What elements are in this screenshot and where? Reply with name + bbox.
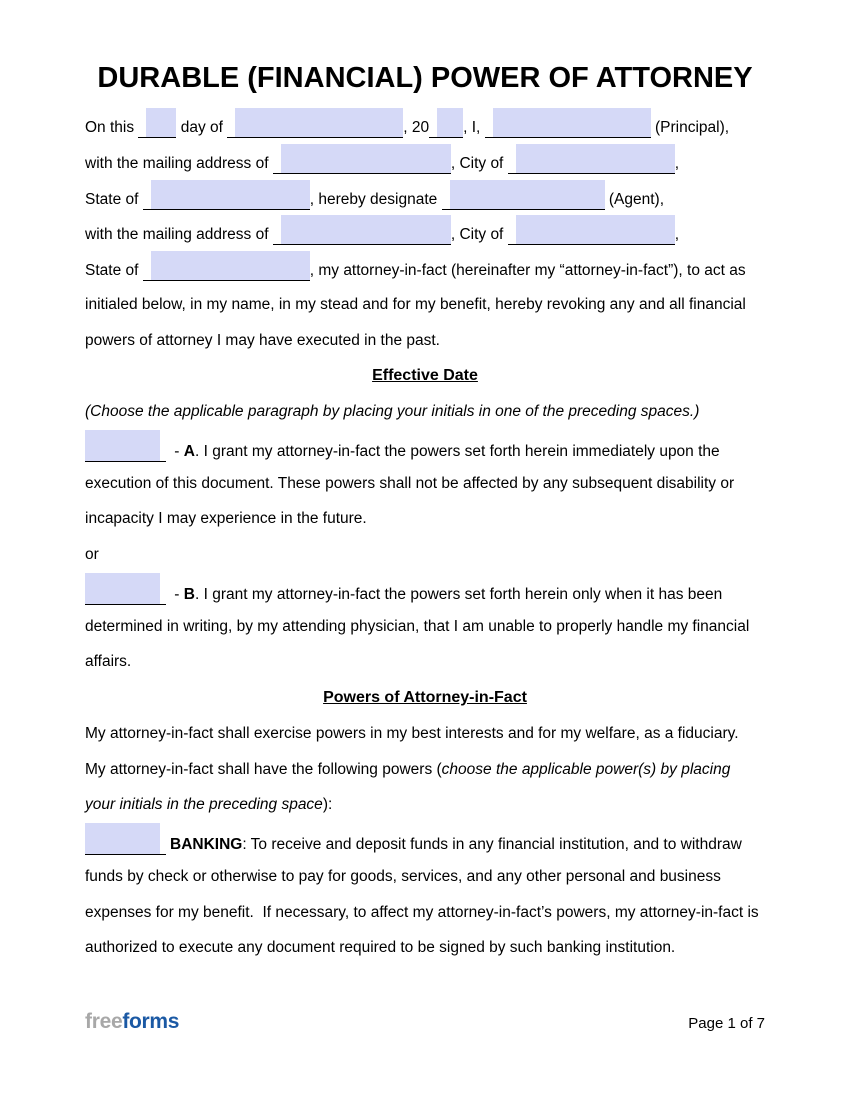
agent-name-field[interactable] bbox=[442, 180, 605, 210]
initials-a-field[interactable] bbox=[85, 430, 166, 462]
intro-line-2-text-2: , City of bbox=[450, 154, 508, 172]
powers-intro-line-3-regular: ): bbox=[322, 796, 333, 814]
logo-free-text: free bbox=[85, 1010, 123, 1033]
initials-banking-field[interactable] bbox=[85, 823, 166, 855]
option-b-paragraph bbox=[85, 573, 765, 680]
option-b-text-1: . I grant my attorney-in-fact the powers set forth herein only when it has been bbox=[194, 585, 723, 603]
intro-line-4 bbox=[85, 215, 765, 251]
effective-date-heading: Effective Date bbox=[372, 367, 478, 385]
intro-line-6: initialed below, in my name, in my stead and for my benefit, hereby revoking any and all financial bbox=[85, 295, 746, 313]
banking-line-4: authorized to execute any document required to be signed by such banking institution. bbox=[85, 939, 676, 957]
option-a-dash: - bbox=[170, 442, 184, 460]
banking-line-3: expenses for my benefit. If necessary, to affect my attorney-in-fact’s powers, my attorney-in-fact is bbox=[85, 903, 759, 921]
intro-line-4-text-3: , bbox=[674, 226, 679, 244]
option-b-label: B bbox=[183, 585, 195, 603]
option-a-text-1: . I grant my attorney-in-fact the powers set forth herein immediately upon the bbox=[194, 442, 720, 460]
intro-line-5-text-2: , my attorney-in-fact (hereinafter my “attorney-in-fact”), to act as bbox=[309, 262, 746, 279]
agent-city-field[interactable] bbox=[508, 215, 675, 245]
powers-intro-line-2-italic: choose the applicable power(s) by placing bbox=[441, 760, 731, 778]
option-b-dash: - bbox=[170, 585, 184, 603]
powers-intro-line-1: My attorney-in-fact shall exercise powers in my best interests and for my welfare, as a fiduciary. bbox=[85, 724, 739, 742]
intro-line-1-text-1: On this bbox=[85, 119, 139, 136]
intro-line-3-text-2: , hereby designate bbox=[309, 190, 442, 208]
intro-line-1 bbox=[85, 108, 765, 144]
banking-line-1 bbox=[85, 823, 765, 859]
option-a-label: A bbox=[183, 442, 195, 460]
option-a-line-1 bbox=[85, 430, 765, 466]
principal-state-field[interactable] bbox=[143, 180, 310, 210]
option-a-line-3: incapacity I may experience in the future. bbox=[85, 510, 367, 528]
intro-line-7: powers of attorney I may have executed in the past. bbox=[85, 331, 440, 349]
year-field[interactable] bbox=[429, 108, 463, 138]
powers-intro-line-3 bbox=[85, 787, 765, 823]
powers-intro-line-2-regular: My attorney-in-fact shall have the following powers ( bbox=[85, 760, 442, 778]
option-b-line-1 bbox=[85, 573, 765, 609]
intro-line-1-text-2: day of bbox=[176, 119, 228, 136]
page-footer bbox=[85, 1010, 765, 1034]
principal-address-field[interactable] bbox=[273, 144, 451, 174]
document-title: DURABLE (FINANCIAL) POWER OF ATTORNEY bbox=[97, 62, 753, 94]
intro-line-2-text-3: , bbox=[674, 154, 679, 172]
option-b-line-3: affairs. bbox=[85, 653, 132, 671]
intro-line-4-text-2: , City of bbox=[450, 226, 508, 244]
intro-line-2-text-1: with the mailing address of bbox=[85, 154, 273, 172]
banking-line-2: funds by check or otherwise to pay for goods, services, and any other personal and business bbox=[85, 867, 721, 885]
intro-paragraph bbox=[85, 108, 765, 358]
principal-name-field[interactable] bbox=[485, 108, 651, 138]
or-separator: or bbox=[85, 546, 99, 563]
banking-label: BANKING bbox=[170, 836, 243, 853]
intro-line-3 bbox=[85, 180, 765, 216]
freeforms-logo bbox=[85, 1010, 179, 1034]
initials-b-field[interactable] bbox=[85, 573, 166, 605]
intro-line-1-text-5: (Principal), bbox=[650, 119, 730, 136]
powers-intro-line-2 bbox=[85, 752, 765, 788]
intro-line-1-text-4: , I, bbox=[463, 119, 485, 136]
intro-line-3-text-3: (Agent), bbox=[604, 190, 665, 208]
powers-heading: Powers of Attorney-in-Fact bbox=[323, 689, 527, 706]
intro-line-1-text-3: , 20 bbox=[403, 119, 430, 136]
intro-line-5-text-1: State of bbox=[85, 262, 143, 279]
banking-paragraph bbox=[85, 823, 765, 966]
intro-line-4-text-1: with the mailing address of bbox=[85, 226, 273, 244]
page-number-label: Page 1 of 7 bbox=[688, 1015, 765, 1032]
day-field[interactable] bbox=[138, 108, 176, 138]
intro-line-5 bbox=[85, 251, 765, 287]
banking-text-1: : To receive and deposit funds in any financial institution, and to withdraw bbox=[242, 836, 742, 853]
month-field[interactable] bbox=[227, 108, 403, 138]
effective-date-note: (Choose the applicable paragraph by placing your initials in one of the preceding spaces.) bbox=[85, 403, 700, 420]
option-a-paragraph bbox=[85, 430, 765, 537]
powers-intro-line-3-italic: your initials in the preceding space bbox=[85, 796, 323, 814]
option-a-line-2: execution of this document. These powers shall not be affected by any subsequent disability or bbox=[85, 474, 735, 492]
principal-city-field[interactable] bbox=[508, 144, 675, 174]
agent-state-field[interactable] bbox=[143, 251, 310, 281]
intro-line-2 bbox=[85, 144, 765, 180]
logo-forms-text: forms bbox=[122, 1010, 180, 1033]
intro-line-3-text-1: State of bbox=[85, 190, 143, 208]
option-b-line-2: determined in writing, by my attending physician, that I am unable to properly handle my financial bbox=[85, 617, 750, 635]
agent-address-field[interactable] bbox=[273, 215, 451, 245]
